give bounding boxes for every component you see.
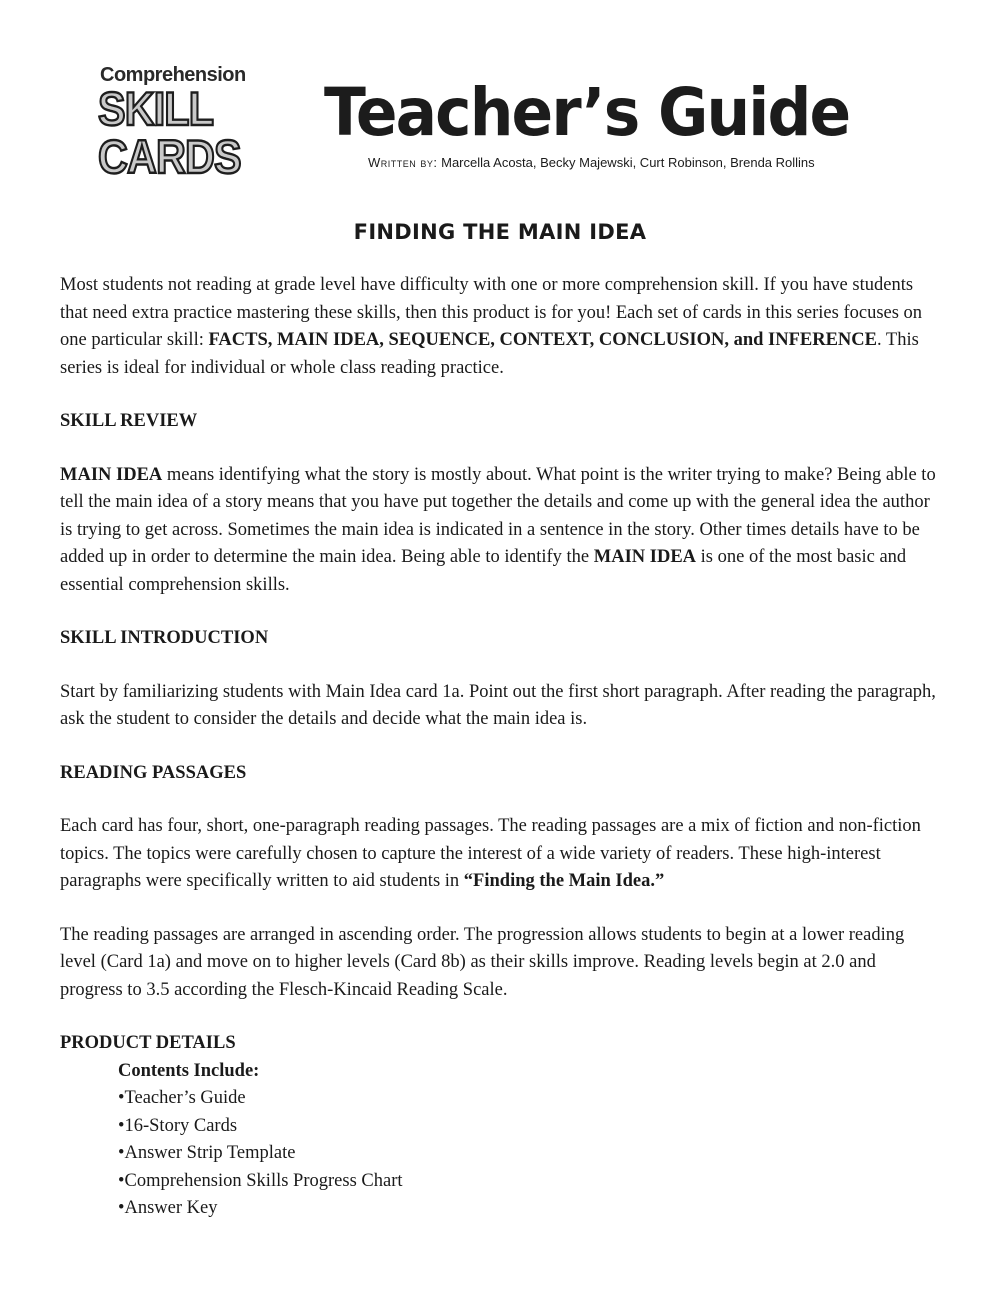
author-names: Marcella Acosta, Becky Majewski, Curt Robinson, Brenda Rollins	[441, 155, 815, 170]
reading-levels-paragraph: The reading passages are arranged in ascending order. The progression allows students to begin at a lower reading level (Card 1a) and move on to higher levels (Card 8b) as their skills improve. Reading levels begin at 2.0 and progress to 3.5 according the Flesch-Kincaid Reading Scale.	[60, 924, 905, 1000]
skill-review-paragraph: MAIN IDEA means identifying what the story is mostly about. What point is the writer trying to make? Being able to tell the main idea of a story means that you have put together the details and come up with the general idea the author is trying to get across. Sometimes the main idea is indicated in a sentence in the story. Other times details have to be added up in order to determine the main idea. Being able to identify the MAIN IDEA is one of the most basic and essential comprehension skills.	[60, 464, 936, 595]
section-heading-skill-introduction: SKILL INTRODUCTION	[60, 628, 269, 648]
list-item: • Comprehension Skills Progress Chart	[118, 1168, 940, 1196]
intro-paragraph: Most students not reading at grade level have difficulty with one or more comprehension skill. If you have students that need extra practice mastering these skills, then this product is for you! Each set of cards in this series focuses on one particular skill: FACTS, MAIN IDEA, SEQUENCE, CONTEXT, CONCLUSION, and INFERENCE. This series is ideal for individual or whole class reading practice.	[60, 275, 923, 378]
document-body	[60, 272, 940, 1223]
list-item: • Answer Strip Template	[118, 1140, 940, 1168]
section-heading-product-details: PRODUCT DETAILS	[60, 1033, 236, 1053]
list-item: • 16-Story Cards	[118, 1113, 940, 1141]
product-logo	[96, 64, 246, 188]
logo-line-comprehension: Comprehension	[100, 64, 246, 86]
contents-label: Contents Include:	[118, 1060, 260, 1081]
list-item: • Teacher’s Guide	[118, 1085, 940, 1113]
written-by-label: Written by:	[368, 155, 438, 170]
section-heading-skill-review: SKILL REVIEW	[60, 411, 198, 431]
skill-introduction-paragraph: Start by familiarizing students with Main Idea card 1a. Point out the first short paragraph. After reading the paragraph, ask the student to consider the details and decide what the main idea is.	[60, 681, 936, 729]
reading-passages-paragraph: Each card has four, short, one-paragraph reading passages. The reading passages are a mix of fiction and non-fiction topics. The topics were carefully chosen to capture the interest of a wide variety of readers. These high-interest paragraphs were specifically written to aid students in “Finding the Main Idea.”	[60, 816, 921, 891]
list-item: • Answer Key	[118, 1195, 940, 1223]
page-title: Teacher’s Guide	[324, 74, 850, 151]
author-byline	[368, 155, 815, 170]
logo-line-skill: SKILL	[98, 82, 214, 135]
section-heading-reading-passages: READING PASSAGES	[60, 762, 247, 783]
main-heading: FINDING THE MAIN IDEA	[353, 220, 647, 244]
contents-list	[118, 1058, 940, 1223]
logo-line-cards: CARDS	[98, 130, 241, 183]
